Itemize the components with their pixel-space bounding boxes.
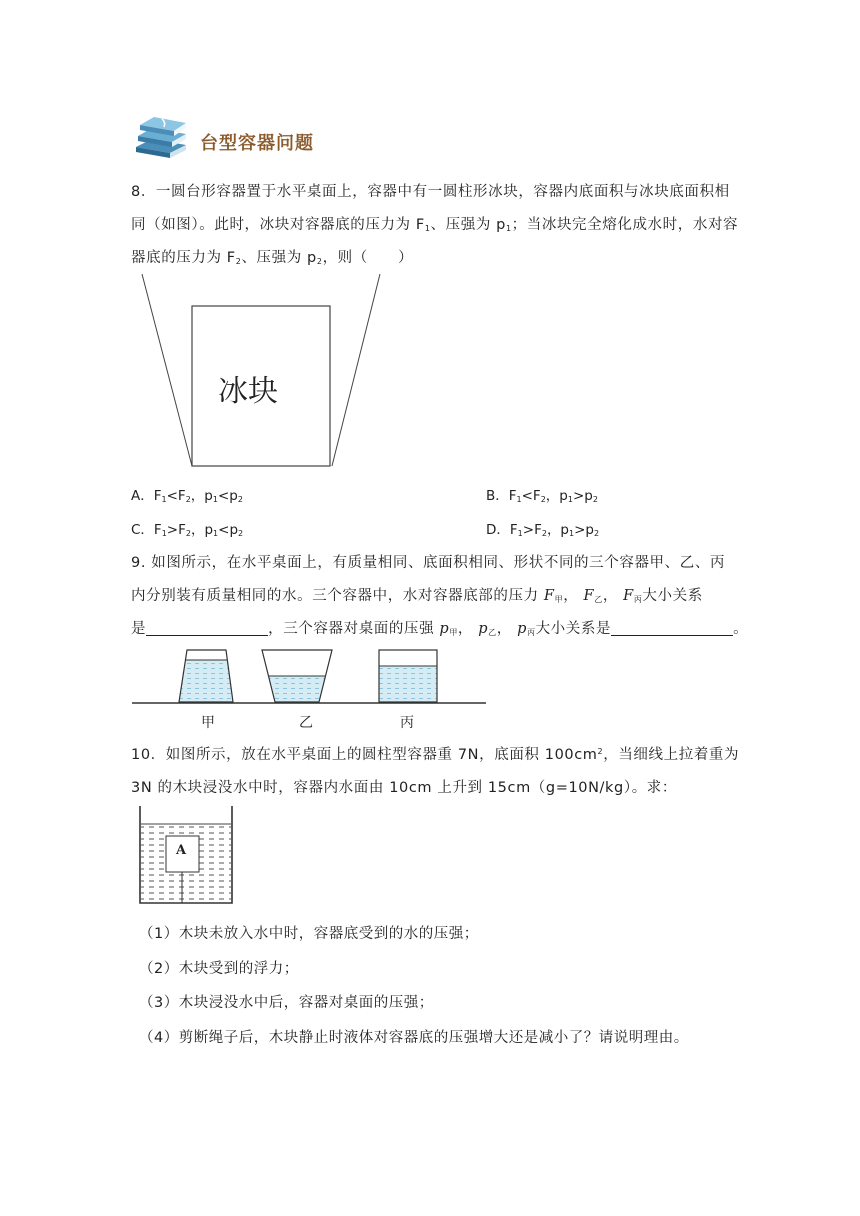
label-bing: 丙 [400, 715, 414, 731]
label-jia: 甲 [201, 715, 215, 731]
q8-figure [138, 272, 384, 472]
q9-line-2: 内分别装有质量相同的水。三个容器中，水对容器底部的压力 $F_甲$， $F_乙$， $F_丙$大小关系 [131, 588, 703, 604]
q9-line-1: 9. 如图所示，在水平桌面上，有质量相同、底面积相同、形状不同的三个容器甲、乙、丙 [131, 555, 726, 571]
q8-option-d[interactable]: D．$F_1>F_2$，$p_1>p_2$ [486, 522, 600, 538]
q8-option-c[interactable]: C．$F_1>F_2$，$p_1<p_2$ [131, 522, 244, 538]
books-icon [130, 113, 190, 161]
q9-line-3: 是 ，三个容器对桌面的压强 $p_甲$， $p_乙$， $p_丙$大小关系是 。 [131, 621, 749, 637]
q8-line-1: 8．一圆台形容器置于水平桌面上，容器中有一圆柱形冰块，容器内底面积与冰块底面积相 [131, 184, 730, 200]
q9-figure [130, 646, 490, 708]
label-yi: 乙 [299, 715, 313, 731]
q10-item-2: （2）木块受到的浮力； [139, 961, 299, 977]
q8-line-3: 器底的压力为 $F_2$、压强为 $p_2$，则（ ） [131, 250, 414, 266]
block-a-label: A [176, 843, 187, 858]
q10-item-4: （4）剪断绳子后，木块静止时液体对容器底的压强增大还是减小了？请说明理由。 [139, 1030, 689, 1046]
answer-blank-1[interactable] [146, 621, 268, 636]
q10-line-2: 3N 的木块浸没水中时，容器内水面由 10cm 上升到 15cm（g=10N/kg）。求： [131, 780, 677, 796]
section-title: 台型容器问题 [200, 133, 314, 154]
q10-item-1: （1）木块未放入水中时，容器底受到的水的压强； [139, 926, 479, 942]
q10-line-1: 10．如图所示，放在水平桌面上的圆柱型容器重 7N，底面积 $100cm^2$，当细线上拉着重为 [131, 747, 740, 763]
ice-block-label: 冰块 [218, 374, 278, 409]
q8-option-b[interactable]: B．$F_1<F_2$，$p_1>p_2$ [486, 488, 598, 504]
q8-line-2: 同（如图）。此时，冰块对容器底的压力为 $F_1$、压强为 $p_1$；当冰块完全熔化成水时，水对容 [131, 217, 739, 233]
answer-blank-2[interactable] [611, 621, 733, 636]
q8-option-a[interactable]: A．$F_1<F_2$，$p_1<p_2$ [131, 488, 243, 504]
q10-item-3: （3）木块浸没水中后，容器对桌面的压强； [139, 995, 434, 1011]
